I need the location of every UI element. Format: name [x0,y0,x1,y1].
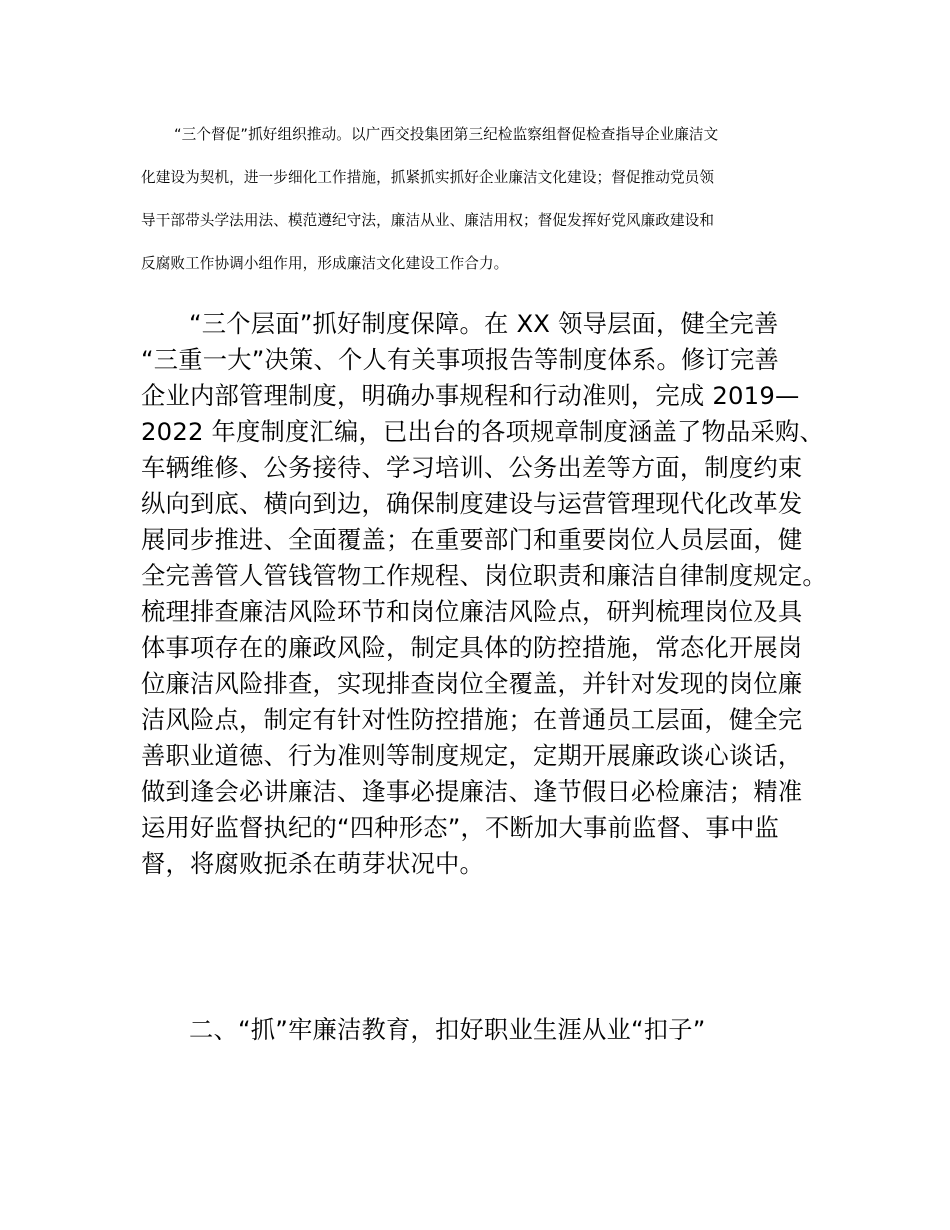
paragraph-line: “三重一大”决策、个人有关事项报告等制度体系。修订完善 [141,345,779,374]
paragraph-line: 2022 年度制度汇编，已出台的各项规章制度涵盖了物品采购、 [141,417,824,446]
paragraph-line: “三个层面”抓好制度保障。在 XX 领导层面，健全完善 [189,309,779,338]
paragraph-line: 导干部带头学法用法、模范遵纪守法，廉洁从业、廉洁用权；督促发挥好党风廉政建设和 [141,211,715,229]
paragraph-line: 纵向到底、横向到边，确保制度建设与运营管理现代化改革发 [141,489,803,518]
paragraph-line: 督，将腐败扼杀在萌芽状况中。 [141,849,484,878]
paragraph-line: 洁风险点，制定有针对性防控措施；在普通员工层面，健全完 [141,705,803,734]
paragraph-line: “三个督促”抓好组织推动。以广西交投集团第三纪检监察组督促检查指导企业廉洁文 [174,126,719,143]
paragraph-line: 全完善管人管钱管物工作规程、岗位职责和廉洁自律制度规定。 [141,561,827,590]
paragraph-line: 化建设为契机，进一步细化工作措施，抓紧抓实抓好企业廉洁文化建设；督促推动党员领 [141,168,715,186]
paragraph-line: 车辆维修、公务接待、学习培训、公务出差等方面，制度约束 [141,453,803,482]
paragraph-line: 梳理排查廉洁风险环节和岗位廉洁风险点，研判梳理岗位及具 [141,597,803,626]
paragraph-three-supervisions [141,128,813,300]
paragraph-three-levels [141,306,827,882]
paragraph-line: 位廉洁风险排查，实现排查岗位全覆盖，并针对发现的岗位廉 [141,669,803,698]
paragraph-line: 运用好监督执纪的“四种形态”，不断加大事前监督、事中监 [141,813,779,842]
paragraph-line: 做到逢会必讲廉洁、逢事必提廉洁、逢节假日必检廉洁；精准 [141,777,803,806]
section-heading: 二、“抓”牢廉洁教育，扣好职业生涯从业“扣子” [189,1015,706,1044]
paragraph-line: 展同步推进、全面覆盖；在重要部门和重要岗位人员层面，健 [141,525,803,554]
paragraph-line: 企业内部管理制度，明确办事规程和行动准则，完成 2019— [141,381,800,410]
paragraph-line: 反腐败工作协调小组作用，形成廉洁文化建设工作合力。 [141,254,509,272]
paragraph-line: 善职业道德、行为准则等制度规定，定期开展廉政谈心谈话， [141,741,803,770]
paragraph-line: 体事项存在的廉政风险，制定具体的防控措施，常态化开展岗 [141,633,803,662]
